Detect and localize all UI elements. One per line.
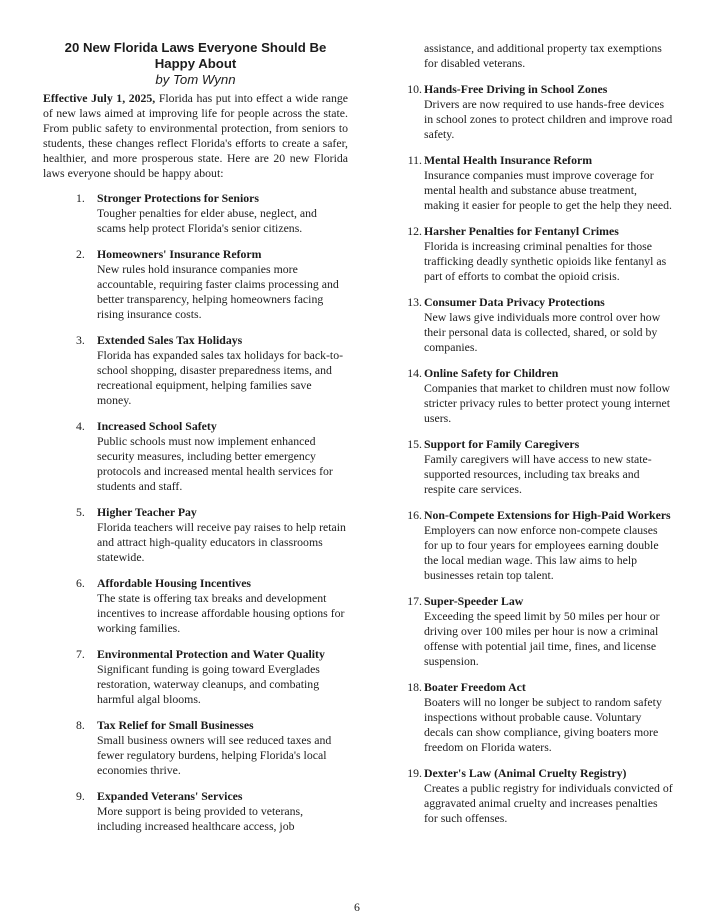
law-list-left <box>76 191 348 834</box>
law-description: Florida teachers will receive pay raises to help retain and attract high-quality educators in classrooms statewide. <box>97 520 346 564</box>
law-title: Dexter's Law (Animal Cruelty Registry) <box>424 766 627 780</box>
law-title: Support for Family Caregivers <box>424 437 580 451</box>
right-column <box>401 41 673 837</box>
law-item <box>76 191 348 236</box>
law-number: 3. <box>76 333 85 347</box>
law-item <box>401 437 673 497</box>
law-number: 16. <box>407 508 422 522</box>
law-item <box>76 647 348 707</box>
intro-text: Florida has put into effect a wide range of new laws aimed at improving life for people across the state. From public safety to environmental protection, from seniors to students, these changes reflect Florida's efforts to create a safer, healthier, and more prosperous state. Here are 20 new Florida laws everyone should be happy about: <box>43 91 348 180</box>
law-item <box>76 505 348 565</box>
law-number: 14. <box>407 366 422 380</box>
law-description: Florida is increasing criminal penalties for those trafficking deadly synthetic opioids like fentanyl as part of efforts to combat the opioid crisis. <box>424 239 667 283</box>
law-title: Homeowners' Insurance Reform <box>97 247 262 261</box>
law-number: 4. <box>76 419 85 433</box>
law-title: Stronger Protections for Seniors <box>97 191 259 205</box>
law-description: New rules hold insurance companies more accountable, requiring faster claims processing and better transparency, helping homeowners facing rising insurance costs. <box>97 262 339 321</box>
law-title: Affordable Housing Incentives <box>97 576 252 590</box>
intro-paragraph <box>43 91 348 181</box>
law-title: Harsher Penalties for Fentanyl Crimes <box>424 224 619 238</box>
law-number: 9. <box>76 789 85 803</box>
law-description: Public schools must now implement enhanced security measures, including better emergency protocols and increased mental health services for students and staff. <box>97 434 333 493</box>
law-title: Extended Sales Tax Holidays <box>97 333 243 347</box>
law-description: Companies that market to children must now follow stricter privacy rules to better protect young internet users. <box>424 381 671 425</box>
law-description: The state is offering tax breaks and development incentives to increase affordable housing options for working families. <box>97 591 345 635</box>
law-description: More support is being provided to veterans, including increased healthcare access, job <box>97 804 304 833</box>
law-number: 6. <box>76 576 85 590</box>
article-byline: by Tom Wynn <box>155 72 236 87</box>
law-title: Higher Teacher Pay <box>97 505 197 519</box>
law-item <box>401 594 673 669</box>
law-description: Tougher penalties for elder abuse, neglect, and scams help protect Florida's senior citizens. <box>97 206 317 235</box>
law-title: Increased School Safety <box>97 419 217 433</box>
law-item <box>401 295 673 355</box>
law-description: Family caregivers will have access to new state-supported resources, including tax breaks and respite care services. <box>424 452 652 496</box>
law-description: Significant funding is going toward Everglades restoration, waterway cleanups, and combating harmful algal blooms. <box>97 662 320 706</box>
law-description: Boaters will no longer be subject to random safety inspections without probable cause. Voluntary decals can show compliance, giving boaters more freedom on Florida waters. <box>424 695 662 754</box>
left-column <box>43 40 348 845</box>
law-title: Non-Compete Extensions for High-Paid Workers <box>424 508 671 522</box>
law-number: 8. <box>76 718 85 732</box>
law-number: 2. <box>76 247 85 261</box>
law-title: Boater Freedom Act <box>424 680 526 694</box>
page-number: 6 <box>354 900 360 914</box>
law-description: Florida has expanded sales tax holidays for back-to-school shopping, disaster preparedness items, and recreational equipment, helping families save money. <box>97 348 344 407</box>
law-number: 12. <box>407 224 422 238</box>
law-number: 5. <box>76 505 85 519</box>
law-title: Environmental Protection and Water Quality <box>97 647 325 661</box>
law-title: Consumer Data Privacy Protections <box>424 295 605 309</box>
law-number: 17. <box>407 594 422 608</box>
law-item <box>401 680 673 755</box>
article-title: 20 New Florida Laws Everyone Should Be Happy About <box>64 40 327 71</box>
law-number: 15. <box>407 437 422 451</box>
law-description: New laws give individuals more control over how their personal data is collected, shared, or sold by companies. <box>424 310 661 354</box>
intro-effective-date: Effective July 1, 2025, <box>43 91 156 105</box>
law-item <box>401 366 673 426</box>
law-item <box>401 224 673 284</box>
law-title: Expanded Veterans' Services <box>97 789 243 803</box>
law-title: Hands-Free Driving in School Zones <box>424 82 608 96</box>
law-item <box>76 419 348 494</box>
law-number: 10. <box>407 82 422 96</box>
law-item <box>76 718 348 778</box>
law-item <box>76 333 348 408</box>
law-item <box>76 576 348 636</box>
law-9-continued: assistance, and additional property tax exemptions for disabled veterans. <box>424 41 662 70</box>
law-item <box>76 247 348 322</box>
law-description: Creates a public registry for individuals convicted of aggravated animal cruelty and increases penalties for such offenses. <box>424 781 673 825</box>
law-description: Exceeding the speed limit by 50 miles per hour or driving over 100 miles per hour is now a criminal offense with potential jail time, fines, and license suspension. <box>424 609 660 668</box>
law-number: 13. <box>407 295 422 309</box>
law-description: Drivers are now required to use hands-free devices in school zones to protect children and improve road safety. <box>424 97 673 141</box>
law-number: 1. <box>76 191 85 205</box>
law-description: Employers can now enforce non-compete clauses for up to four years for employees earning double the local median wage. This law aims to help businesses retain top talent. <box>424 523 659 582</box>
law-item <box>401 508 673 583</box>
law-title: Online Safety for Children <box>424 366 559 380</box>
law-number: 11. <box>407 153 422 167</box>
law-description: Insurance companies must improve coverage for mental health and substance abuse treatment, making it easier for people to get the help they need. <box>424 168 672 212</box>
law-title: Super-Speeder Law <box>424 594 524 608</box>
law-item <box>401 82 673 142</box>
law-description: Small business owners will see reduced taxes and fewer regulatory burdens, helping Florida's local economies thrive. <box>97 733 332 777</box>
law-number: 7. <box>76 647 85 661</box>
law-title: Mental Health Insurance Reform <box>424 153 593 167</box>
law-item <box>76 789 348 834</box>
law-number: 18. <box>407 680 422 694</box>
law-title: Tax Relief for Small Businesses <box>97 718 254 732</box>
law-item <box>401 766 673 826</box>
law-item <box>401 153 673 213</box>
law-number: 19. <box>407 766 422 780</box>
law-list-right <box>401 82 673 826</box>
